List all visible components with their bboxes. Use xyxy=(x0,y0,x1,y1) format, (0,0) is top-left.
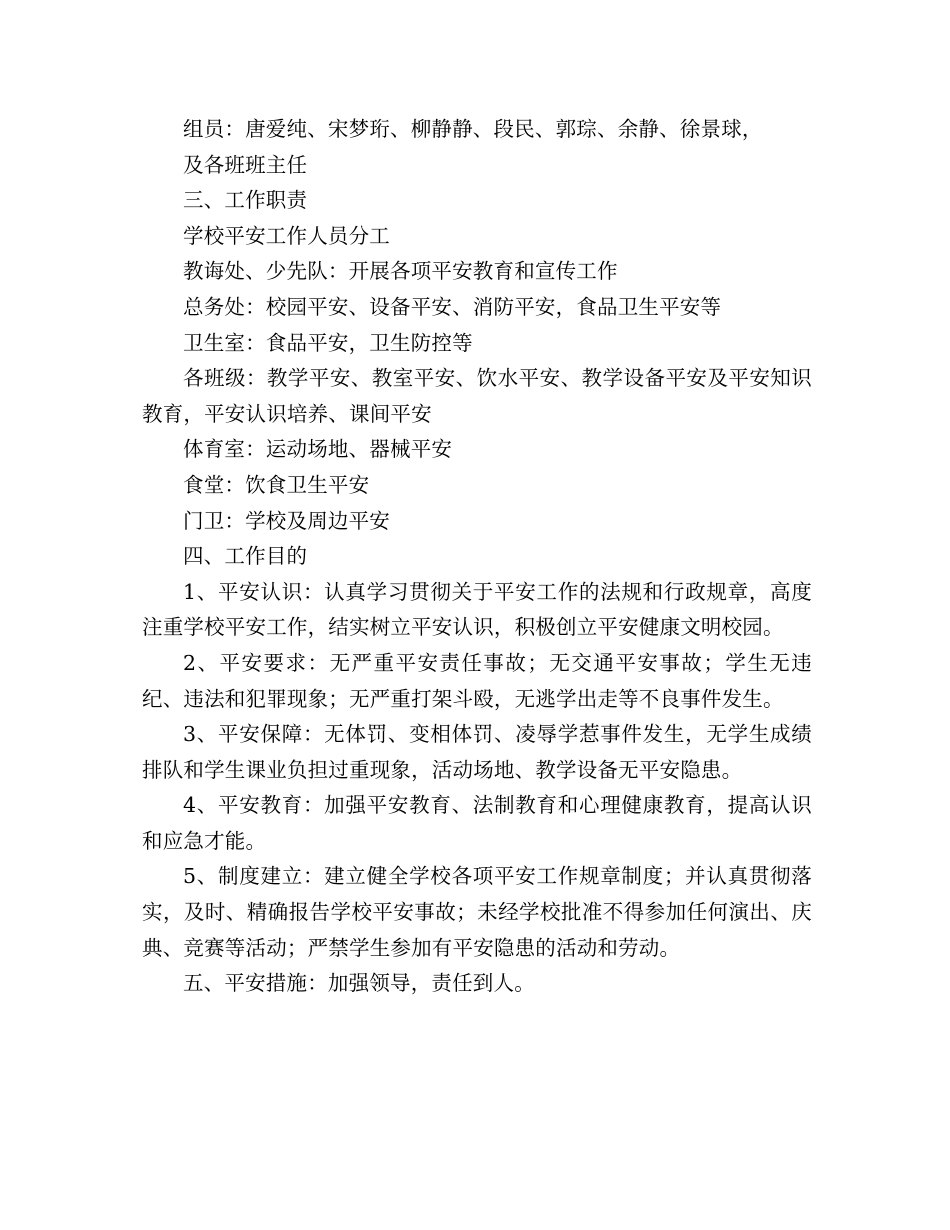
paragraph-guard: 门卫：学校及周边平安 xyxy=(183,508,390,533)
paragraph-goal-guarantee: 3、平安保障：无体罚、变相体罚、凌辱学惹事件发生，无学生成绩排队和学生课业负担过重现象，活动场地、教学设备无平安隐患。 xyxy=(142,722,812,782)
paragraph-classes: 各班级：教学平安、教室平安、饮水平安、教学设备平安及平安知识教育，平安认识培养、课间平安 xyxy=(142,366,812,426)
paragraph-goal-awareness: 1、平安认识：认真学习贯彻关于平安工作的法规和行政规章，高度注重学校平安工作，结实树立平安认识，积极创立平安健康文明校园。 xyxy=(142,579,812,640)
paragraph-goal-requirements: 2、平安要求：无严重平安责任事故；无交通平安事故；学生无违纪、违法和犯罪现象；无严重打架斗殴，无逃学出走等不良事件发生。 xyxy=(142,650,812,711)
paragraph-goal-system: 5、制度建立：建立健全学校各项平安工作规章制度；并认真贯彻落实，及时、精确报告学校平安事故；未经学校批准不得参加任何演出、庆典、竞赛等活动；严禁学生参加有平安隐患的活动和劳动。 xyxy=(142,864,812,960)
section-heading-goals: 四、工作目的 xyxy=(183,544,308,569)
paragraph-general-affairs: 总务处：校园平安、设备平安、消防平安，食品卫生平安等 xyxy=(183,294,722,319)
paragraph-staff-division: 学校平安工作人员分工 xyxy=(183,223,390,248)
paragraph-class-teachers: 及各班班主任 xyxy=(183,152,308,177)
paragraph-sports-room: 体育室：运动场地、器械平安 xyxy=(183,437,453,462)
paragraph-teaching-office: 教诲处、少先队：开展各项平安教育和宣传工作 xyxy=(183,259,618,284)
section-heading-duties: 三、工作职责 xyxy=(183,188,308,213)
paragraph-health-room: 卫生室：食品平安，卫生防控等 xyxy=(183,330,473,355)
section-heading-measures: 五、平安措施：加强领导，责任到人。 xyxy=(183,971,535,996)
paragraph-members: 组员：唐爱纯、宋梦珩、柳静静、段民、郭琮、余静、徐景球， xyxy=(183,117,763,141)
document-body xyxy=(142,112,812,1002)
paragraph-goal-education: 4、平安教育：加强平安教育、法制教育和心理健康教育，提高认识和应急才能。 xyxy=(142,793,812,853)
paragraph-canteen: 食堂：饮食卫生平安 xyxy=(183,472,370,497)
